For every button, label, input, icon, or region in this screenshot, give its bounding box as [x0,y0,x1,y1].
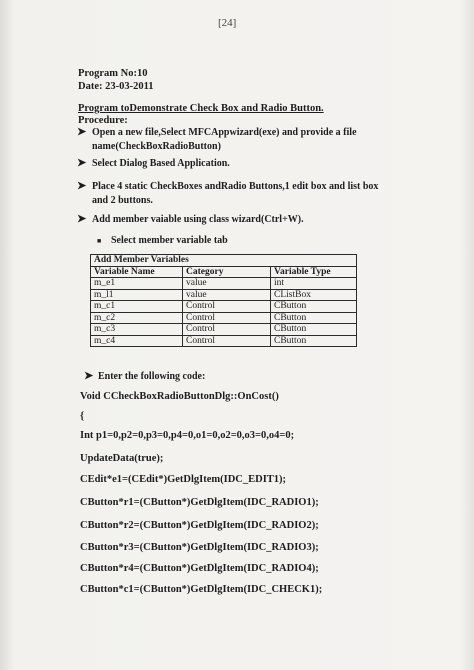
step-1-line-1: Open a new file,Select MFCAppwizard(exe) and provide a file [92,127,357,138]
code-line: CButton*r3=(CButton*)GetDlgItem(IDC_RADIO3); [80,542,319,553]
program-title: Program toDemonstrate Check Box and Radio Button. [78,103,324,114]
category-cell: value [183,278,271,290]
code-line: UpdateData(true); [80,453,164,464]
arrow-bullet-icon: ➤ [77,213,87,225]
step-3-line-1: Place 4 static CheckBoxes andRadio Buttons,1 edit box and list box [92,181,379,192]
table-row [91,278,357,290]
member-variables-table [90,254,357,347]
category-cell: Control [183,312,271,324]
sub-step: Select member variable tab [111,235,228,246]
table-header-row [91,266,357,278]
variable-name-cell: m_l1 [91,289,183,301]
code-line: CButton*r4=(CButton*)GetDlgItem(IDC_RADIO4); [80,563,319,574]
variable-type-cell: int [271,278,357,290]
variable-type-cell: CButton [271,312,357,324]
table-row [91,335,357,347]
variable-name-cell: m_c1 [91,301,183,313]
table-caption: Add Member Variables [91,255,357,267]
category-cell: value [183,289,271,301]
square-bullet-icon: ■ [97,237,102,245]
variable-name-cell: m_c2 [91,312,183,324]
step-4-line-1: Add member vaiable using class wizard(Ctrl+W). [92,214,304,225]
category-cell: Control [183,324,271,336]
table-row [91,301,357,313]
enter-code-label: Enter the following code: [98,371,206,382]
code-line: Void CCheckBoxRadioButtonDlg::OnCost() [80,391,279,402]
arrow-bullet-icon: ➤ [77,180,87,192]
arrow-bullet-icon: ➤ [77,126,87,138]
variable-name-cell: m_e1 [91,278,183,290]
code-line: CButton*r1=(CButton*)GetDlgItem(IDC_RADIO1); [80,497,319,508]
arrow-bullet-icon: ➤ [84,370,94,382]
category-cell: Control [183,301,271,313]
column-header: Category [183,266,271,278]
column-header: Variable Name [91,266,183,278]
code-line: { [80,411,85,422]
table-row [91,289,357,301]
variable-type-cell: CButton [271,301,357,313]
code-line: CEdit*e1=(CEdit*)GetDlgItem(IDC_EDIT1); [80,474,287,485]
program-number: Program No:10 [78,68,148,79]
variable-type-cell: CListBox [271,289,357,301]
page-number: [24] [218,17,237,29]
table-row [91,312,357,324]
step-2-line-1: Select Dialog Based Application. [92,158,230,169]
table-row [91,324,357,336]
arrow-bullet-icon: ➤ [77,157,87,169]
step-1-line-2: name(CheckBoxRadioButton) [92,141,221,152]
code-line: CButton*r2=(CButton*)GetDlgItem(IDC_RADIO2); [80,520,319,531]
variable-name-cell: m_c4 [91,335,183,347]
variable-type-cell: CButton [271,335,357,347]
variable-type-cell: CButton [271,324,357,336]
code-line: Int p1=0,p2=0,p3=0,p4=0,o1=0,o2=0,o3=0,o4=0; [80,430,295,441]
program-date: Date: 23-03-2011 [78,81,154,92]
step-3-line-2: and 2 buttons. [92,195,153,206]
column-header: Variable Type [271,266,357,278]
code-line: CButton*c1=(CButton*)GetDlgItem(IDC_CHECK1); [80,584,323,595]
variable-name-cell: m_c3 [91,324,183,336]
procedure-label: Procedure: [78,115,128,126]
category-cell: Control [183,335,271,347]
